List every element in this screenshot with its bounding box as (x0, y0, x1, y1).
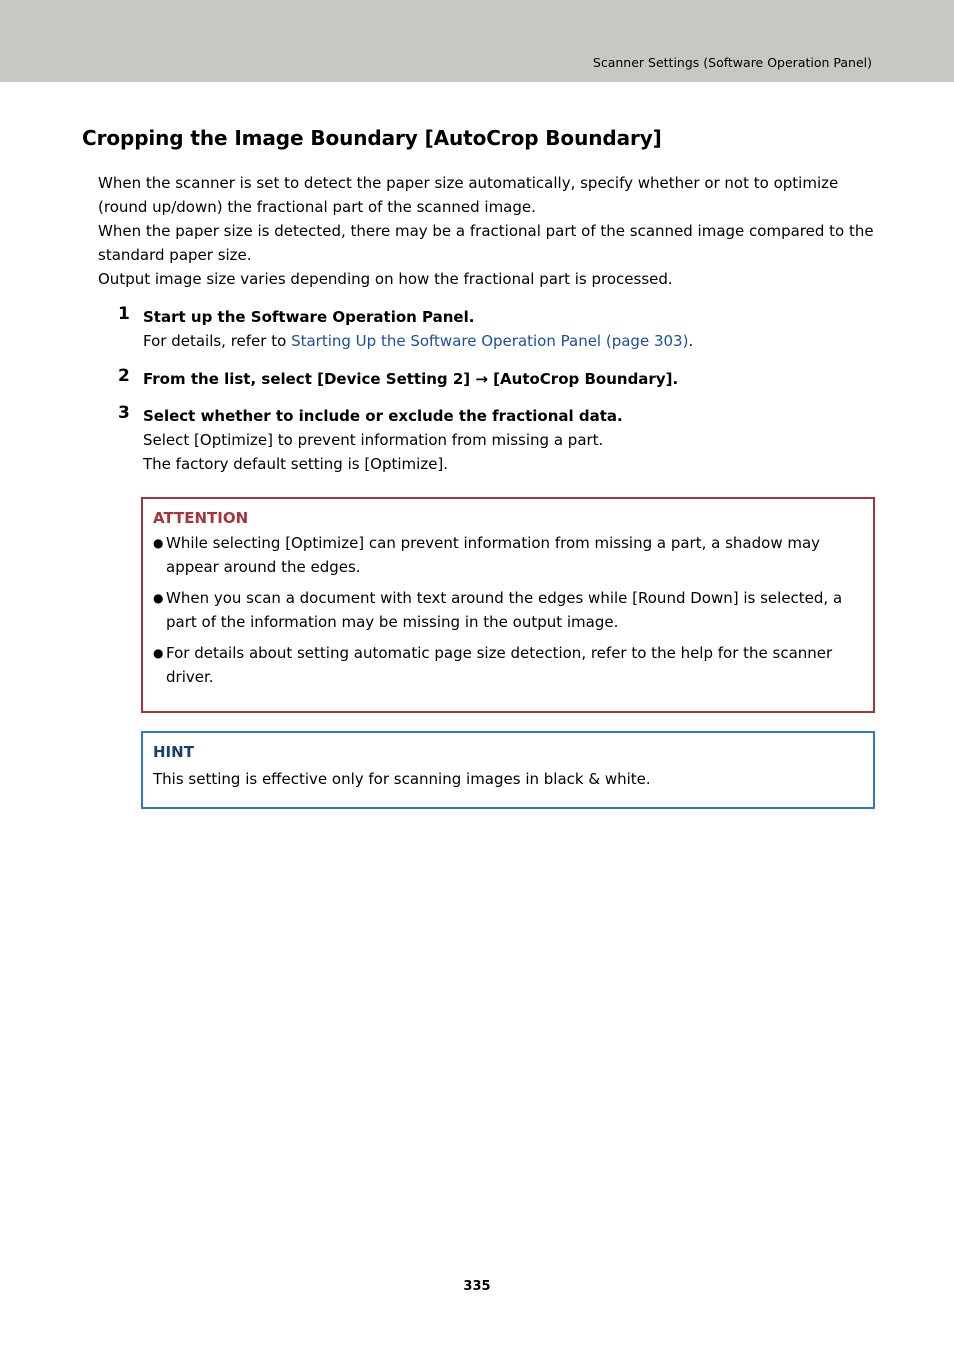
attention-item-text: For details about setting automatic page size detection, refer to the help for the scanner driver. (166, 644, 833, 686)
step-body (143, 367, 868, 391)
attention-item (153, 641, 863, 689)
page-number: 335 (463, 1279, 491, 1294)
section-title: Cropping the Image Boundary [AutoCrop Boundary] (82, 126, 662, 150)
bullet-icon: ● (153, 536, 164, 550)
intro-paragraph: When the scanner is set to detect the paper size automatically, specify whether or not to optimize (round up/down) the fractional part of the scanned image. (98, 174, 839, 216)
hint-box (141, 731, 875, 809)
running-header-title: Scanner Settings (Software Operation Panel) (592, 55, 872, 70)
step-detail-line: The factory default setting is [Optimize]. (143, 455, 449, 473)
intro-paragraphs (98, 171, 878, 291)
step-detail-suffix: . (688, 332, 694, 350)
step-detail-prefix: For details, refer to (143, 332, 292, 350)
bullet-icon: ● (153, 646, 164, 660)
attention-item (153, 531, 863, 579)
step-title: Start up the Software Operation Panel. (143, 308, 475, 326)
attention-label: ATTENTION (153, 509, 249, 527)
startup-panel-link[interactable]: Starting Up the Software Operation Panel (page 303) (291, 332, 689, 350)
step-title: Select whether to include or exclude the fractional data. (143, 407, 623, 425)
intro-paragraph: When the paper size is detected, there may be a fractional part of the scanned image compared to the standard paper size. (98, 222, 874, 264)
attention-box (141, 497, 875, 713)
step-body (143, 305, 868, 353)
step-number: 1 (118, 304, 130, 324)
attention-list (153, 531, 863, 689)
step-body (143, 404, 868, 476)
step-detail-line: Select [Optimize] to prevent information from missing a part. (143, 431, 604, 449)
step-title: From the list, select [Device Setting 2] → [AutoCrop Boundary]. (143, 370, 679, 388)
attention-item (153, 586, 863, 634)
step-detail (143, 329, 868, 353)
step-number: 2 (118, 366, 130, 386)
attention-item-text: While selecting [Optimize] can prevent information from missing a part, a shadow may appear around the edges. (166, 534, 821, 576)
attention-item-text: When you scan a document with text around the edges while [Round Down] is selected, a part of the information may be missing in the output image. (166, 589, 843, 631)
bullet-icon: ● (153, 591, 164, 605)
hint-text: This setting is effective only for scanning images in black & white. (153, 770, 651, 788)
intro-paragraph: Output image size varies depending on how the fractional part is processed. (98, 270, 673, 288)
hint-label: HINT (153, 743, 194, 761)
step-number: 3 (118, 403, 130, 423)
header-band (0, 0, 954, 82)
